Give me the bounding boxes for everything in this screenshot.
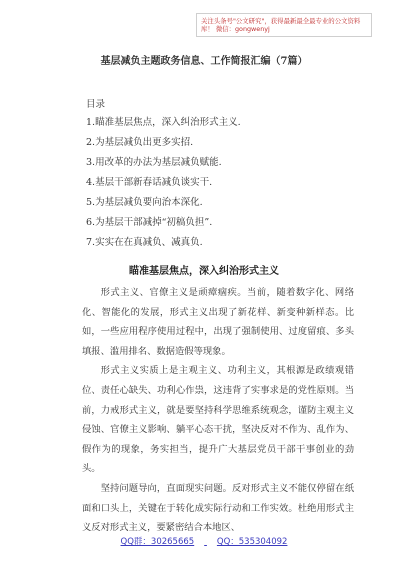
document-title: 基层减负主题政务信息、工作简报汇编（7篇） [100,56,308,67]
toc-item[interactable]: 3.用改革的办法为基层减负赋能. [86,157,222,168]
toc-heading: 目录 [86,99,106,110]
toc-item[interactable]: 4.基层干部新春话减负谈实干. [86,177,213,188]
body-paragraph: 形式主义、官僚主义是顽瘴痼疾。当前，随着数字化、网络化、智能化的发展，形式主义出现了新花样、新变种新样态。比如，一些应用程序使用过程中，出现了强制使用、过度留痕、多头填报、滥用排名、数据造假等现象。 [82,287,354,357]
footer-qq-group-link[interactable]: QQ群：30265665 [120,537,195,547]
body-paragraph: 坚持问题导向，直面现实问题。反对形式主义不能仅停留在纸面和口头上，关键在于转化成实际行动和工作实效。杜绝用形式主义反对形式主义，要紧密结合本地区、 [82,482,354,534]
body-paragraph: 形式主义实质上是主观主义、功利主义，其根源是政绩观错位、责任心缺失、功利心作祟，这违背了实事求是的党性原则。当前，力戒形式主义，就是要坚持科学思维系统观念，谨防主观主义侵蚀、官僚主义影响、躺平心态干扰，坚决反对不作为、乱作为、假作为的现象，务实担当，提升广大基层党员干部干事创业的劲头。 [82,365,354,475]
toc-item[interactable]: 5.为基层减负要向治本深化. [86,197,203,208]
table-of-contents [86,113,241,253]
section-title: 瞄准基层焦点，深入纠治形式主义 [129,266,279,277]
toc-item[interactable]: 1.瞄准基层焦点，深入纠治形式主义. [86,117,241,128]
toc-item[interactable]: 7.实实在在真减负、减真负. [86,237,203,248]
footer-qq-link[interactable]: QQ：535304092 [216,537,288,547]
footer-contact [0,535,408,547]
section-body [82,283,354,538]
header-notice: 关注头条号"公文研究"，获得最新最全最专业的公文资料库！ 微信：gongwenyj [196,13,372,37]
toc-item[interactable]: 6.为基层干部减掉“初稿负担”. [86,217,213,228]
toc-item[interactable]: 2.为基层减负出更多实招. [86,137,194,148]
